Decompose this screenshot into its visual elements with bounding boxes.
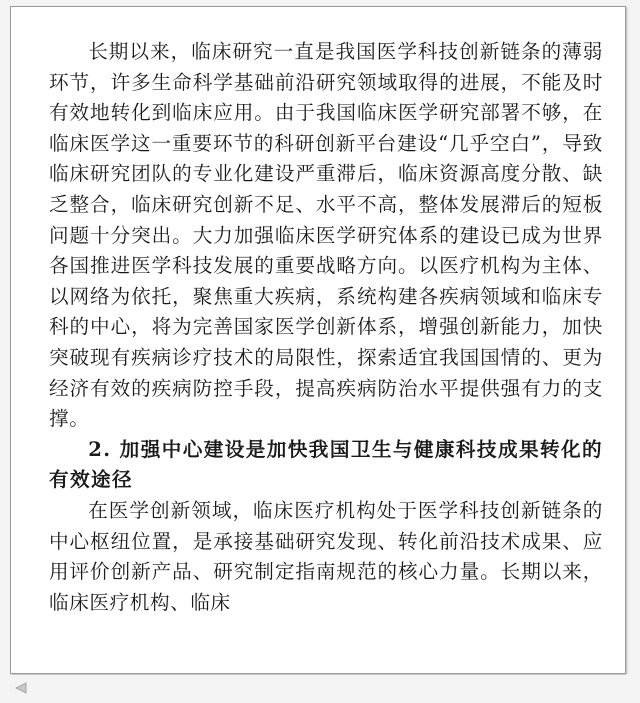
section-heading-2: 2. 加强中心建设是加快我国卫生与健康科技成果转化的有效途径 (49, 437, 603, 492)
paragraph-1: 长期以来，临床研究一直是我国医学科技创新链条的薄弱环节，许多生命科学基础前沿研究领域取得的进展，不能及时有效地转化到临床应用。由于我国临床医学研究部署不够，在临床医学这一重要环节的科研创新平台建设“几乎空白”，导致临床研究团队的专业化建设严重滞后，临床资源高度分散、缺乏整合，临床研究创新不足、水平不高，整体发展滞后的短板问题十分突出。大力加强临床医学研究体系的建设已成为世界各国推进医学科技发展的重要战略方向。以医疗机构为主体、以网络为依托，聚焦重大疾病，系统构建各疾病领域和临床专科的中心，将为完善国家医学创新体系，增强创新能力，加快突破现有疾病诊疗技术的局限性，探索适宜我国国情的、更为经济有效的疾病防控手段，提高疾病防治水平提供强有力的支撑。 (49, 40, 603, 431)
scroll-left-arrow-icon[interactable] (14, 682, 28, 694)
document-page (10, 6, 626, 674)
bottom-scroll-bar (0, 675, 640, 703)
document-body (49, 37, 603, 618)
paragraph-2: 在医学创新领域，临床医疗机构处于医学科技创新链条的中心枢纽位置，是承接基础研究发现、转化前沿技术成果、应用评价创新产品、研究制定指南规范的核心力量。长期以来，临床医疗机构、临床 (49, 498, 603, 614)
